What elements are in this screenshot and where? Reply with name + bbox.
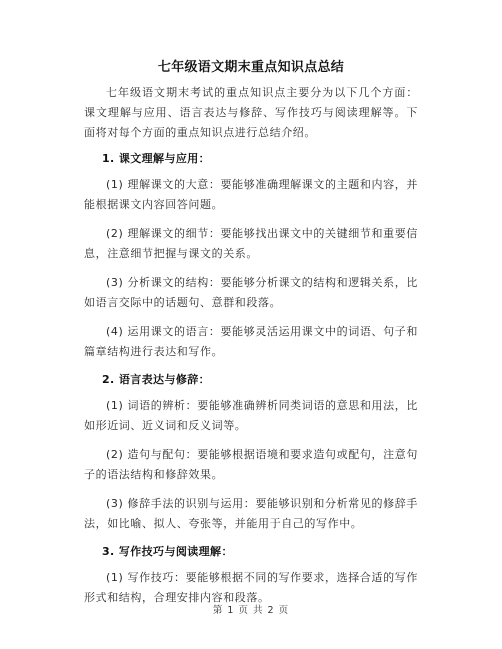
section-3-heading: 3. 写作技巧与阅读理解： — [102, 545, 233, 558]
section-1-paragraph-2: (2) 理解课文的细节：要能够找出课文中的关键细节和重要信息，注意细节把握与课文的关系。 — [84, 227, 418, 260]
document-body — [84, 83, 418, 617]
section-2-paragraph-1: (1) 词语的辨析：要能够准确辨析同类词语的意思和用法，比如形近词、近义词和反义词等。 — [84, 399, 418, 432]
intro-paragraph: 七年级语文期末考试的重点知识点主要分为以下几个方面：课文理解与应用、语言表达与修辞、写作技巧与阅读理解等。下面将对每个方面的重点知识点进行总结介绍。 — [84, 86, 418, 139]
section-2-heading: 2. 语言表达与修辞： — [102, 373, 211, 386]
section-2-paragraph-2: (2) 造句与配句：要能够根据语境和要求造句或配句，注意句子的语法结构和修辞效果。 — [84, 448, 418, 481]
section-1-paragraph-4: (4) 运用课文的语言：要能够灵活运用课文中的词语、句子和篇章结构进行表达和写作。 — [84, 325, 418, 358]
page-number-footer: 第 1 页 共 2 页 — [212, 605, 290, 616]
document-title: 七年级语文期末重点知识点总结 — [157, 60, 345, 75]
section-1-heading: 1. 课文理解与应用： — [102, 152, 211, 165]
section-1-paragraph-1: (1) 理解课文的大意：要能够准确理解课文的主题和内容，并能根据课文内容回答问题。 — [84, 178, 418, 211]
section-2-paragraph-3: (3) 修辞手法的识别与运用：要能够识别和分析常见的修辞手法，如比喻、拟人、夸张等，并能用于自己的写作中。 — [84, 497, 418, 530]
section-3-paragraph-1: (1) 写作技巧：要能够根据不同的写作要求，选择合适的写作形式和结构，合理安排内容和段落。 — [84, 571, 418, 604]
section-1-paragraph-3: (3) 分析课文的结构：要能够分析课文的结构和逻辑关系，比如语言交际中的话题句、意群和段落。 — [84, 276, 418, 309]
